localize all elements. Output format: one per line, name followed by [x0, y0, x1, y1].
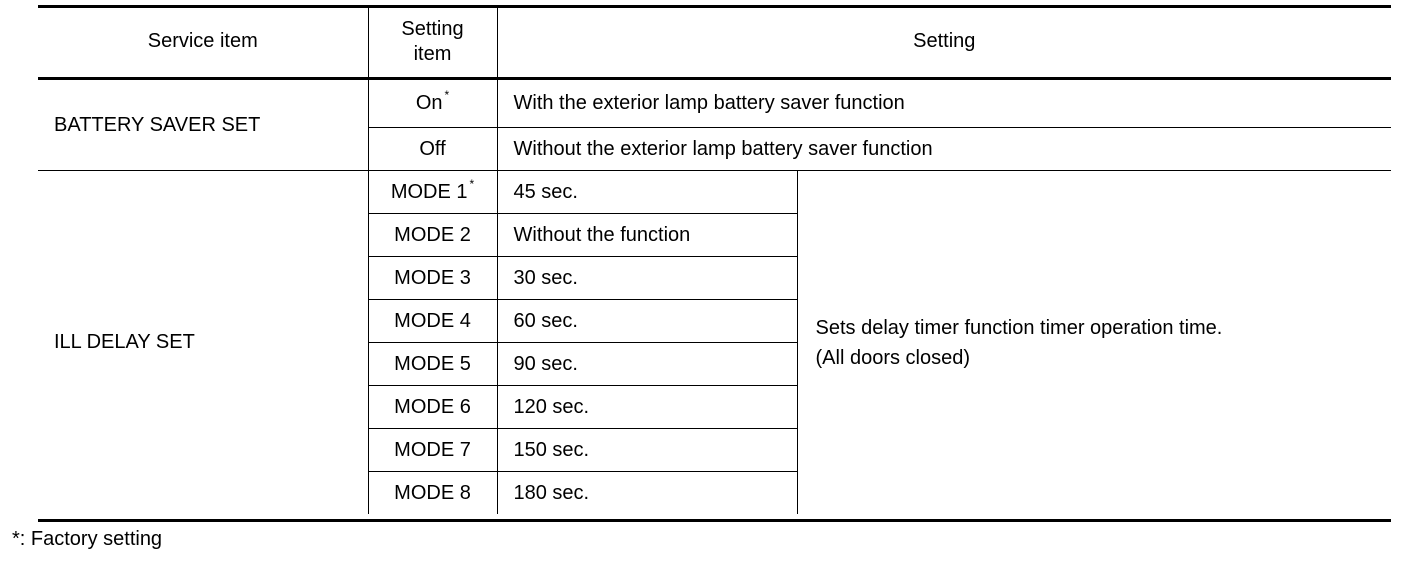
- mode-value: 60 sec.: [497, 300, 797, 343]
- setting-description: Without the exterior lamp battery saver function: [497, 128, 1391, 171]
- table-header-row: [38, 6, 1391, 79]
- service-item-battery-saver: BATTERY SAVER SET: [38, 79, 368, 171]
- header-setting-item-line1: Setting: [401, 17, 464, 40]
- mode-value: 120 sec.: [497, 386, 797, 429]
- setting-item-cell: MODE 4: [368, 300, 497, 343]
- mode-value: Without the function: [497, 214, 797, 257]
- setting-item-cell: [368, 128, 497, 171]
- ill-delay-description: [797, 171, 1391, 515]
- header-setting-item-line2: item: [413, 42, 452, 65]
- setting-description: With the exterior lamp battery saver function: [497, 79, 1391, 128]
- table-bottom-rule: [38, 519, 1391, 522]
- setting-item-label: Off: [419, 137, 446, 160]
- description-line: Sets delay timer function timer operation time.: [815, 316, 1223, 339]
- service-settings-table: [38, 6, 1391, 514]
- setting-item-cell: MODE 6: [368, 386, 497, 429]
- header-setting: Setting: [497, 6, 1391, 79]
- setting-item-cell: MODE 2: [368, 214, 497, 257]
- factory-setting-asterisk: *: [444, 88, 450, 102]
- mode-value: 30 sec.: [497, 257, 797, 300]
- service-item-ill-delay: ILL DELAY SET: [38, 171, 368, 515]
- setting-item-label: On: [415, 92, 443, 114]
- setting-item-cell: MODE 5: [368, 343, 497, 386]
- description-line: (All doors closed): [815, 346, 971, 369]
- table-row: [38, 79, 1391, 128]
- header-service-item: Service item: [38, 6, 368, 79]
- setting-item-cell: [368, 79, 497, 128]
- mode-value: 45 sec.: [497, 171, 797, 214]
- mode-value: 150 sec.: [497, 429, 797, 472]
- mode-value: 90 sec.: [497, 343, 797, 386]
- setting-item-label: MODE 1: [390, 180, 468, 203]
- table-row: [38, 171, 1391, 214]
- mode-value: 180 sec.: [497, 472, 797, 515]
- setting-item-cell: MODE 7: [368, 429, 497, 472]
- factory-setting-asterisk: *: [469, 176, 475, 191]
- setting-item-cell: MODE 8: [368, 472, 497, 515]
- header-setting-item: [368, 6, 497, 79]
- setting-item-cell: MODE 3: [368, 257, 497, 300]
- setting-item-cell: [368, 171, 497, 214]
- factory-setting-footnote: *: Factory setting: [12, 528, 163, 550]
